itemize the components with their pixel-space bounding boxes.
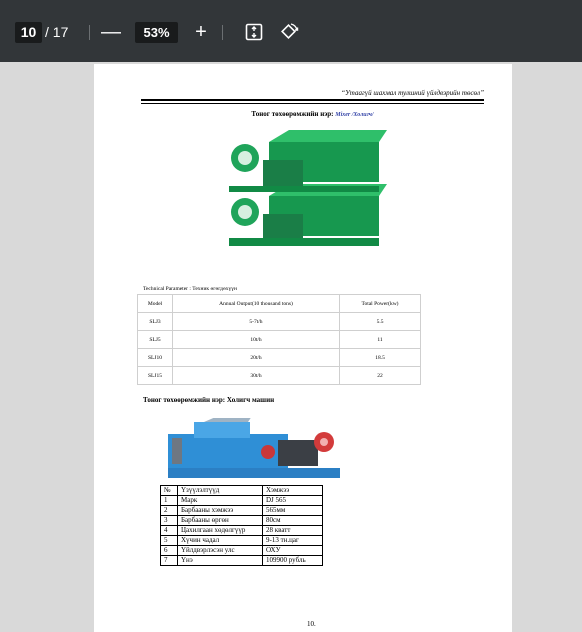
equipment-title-2: Тоног төхөөрөмжийн нэр: Холигч машин — [143, 396, 275, 404]
table-row — [138, 349, 421, 367]
table-cell: 22 — [340, 367, 421, 385]
table-row — [161, 526, 323, 536]
header-rule — [141, 99, 484, 101]
table-row — [161, 496, 323, 506]
mixing-machine-image — [168, 418, 340, 482]
pdf-toolbar — [0, 0, 582, 62]
document-page — [94, 64, 512, 632]
table-header-row — [138, 295, 421, 313]
table-cell: 20t/h — [173, 349, 340, 367]
page-header: “Утаагүй шахмал тулшний үйлдвэрийн төсөл” — [341, 89, 484, 97]
table-header-cell: Хэмжээ — [263, 486, 323, 496]
table-header-cell: Үзүүлэлтүүд — [178, 486, 263, 496]
table-cell: 6 — [161, 546, 178, 556]
table-cell: Хүчин чадал — [178, 536, 263, 546]
table-cell: 2 — [161, 506, 178, 516]
table-row — [161, 536, 323, 546]
technical-parameter-table — [137, 294, 421, 385]
page-total: / 17 — [45, 24, 69, 40]
rotate-icon[interactable] — [279, 22, 299, 42]
table-cell: 30t/h — [173, 367, 340, 385]
table-cell: Барбааны хэмжээ — [178, 506, 263, 516]
table-cell: Үнэ — [178, 556, 263, 566]
equipment-title — [141, 110, 484, 118]
table-cell: 565мм — [263, 506, 323, 516]
table-cell: SLJ15 — [138, 367, 173, 385]
table-cell: 5.5 — [340, 313, 421, 331]
table-cell: SLJ5 — [138, 331, 173, 349]
table-header-cell: Annual Output(10 thousand tons) — [173, 295, 340, 313]
table-cell: 109900 рубль — [263, 556, 323, 566]
table-row — [161, 546, 323, 556]
table-cell: 5 — [161, 536, 178, 546]
toolbar-divider — [89, 25, 90, 40]
header-rule — [141, 103, 484, 104]
technical-parameter-label: Technical Parameter : Техник өгөгдөхүүн — [143, 286, 237, 292]
table-cell: Барбааны өргөн — [178, 516, 263, 526]
table-row — [161, 506, 323, 516]
table-cell: Марк — [178, 496, 263, 506]
table-header-row — [161, 486, 323, 496]
table-row — [161, 556, 323, 566]
table-header-cell: Total Power(kw) — [340, 295, 421, 313]
table-cell: 7 — [161, 556, 178, 566]
table-cell: ОХУ — [263, 546, 323, 556]
table-cell: 80см — [263, 516, 323, 526]
page-number-input[interactable]: 10 — [15, 22, 42, 43]
zoom-out-button[interactable]: — — [101, 21, 121, 43]
table-cell: 9-13 тн.цаг — [263, 536, 323, 546]
table-row — [161, 516, 323, 526]
table-cell: SLJ10 — [138, 349, 173, 367]
table-row — [138, 331, 421, 349]
mixer-machine-image — [229, 124, 387, 256]
table-cell: 1 — [161, 496, 178, 506]
specification-table — [160, 485, 323, 566]
fit-page-icon[interactable] — [244, 22, 264, 42]
table-cell: 18.5 — [340, 349, 421, 367]
table-header-cell: № — [161, 486, 178, 496]
table-cell: DJ 565 — [263, 496, 323, 506]
zoom-level-input[interactable]: 53% — [135, 22, 178, 43]
equipment-title-prefix: Тоног төхөөрөмжийн нэр: — [251, 110, 334, 118]
table-cell: Цахилгаан хөдөлгүүр — [178, 526, 263, 536]
table-row — [138, 313, 421, 331]
zoom-in-button[interactable]: + — [195, 21, 207, 43]
table-cell: 10t/h — [173, 331, 340, 349]
table-header-cell: Model — [138, 295, 173, 313]
table-cell: SLJ3 — [138, 313, 173, 331]
table-cell: Үйлдвэрлэсэн улс — [178, 546, 263, 556]
table-row — [138, 367, 421, 385]
table-cell: 28 кватт — [263, 526, 323, 536]
table-cell: 5-7t/h — [173, 313, 340, 331]
toolbar-divider — [222, 25, 223, 40]
table-cell: 3 — [161, 516, 178, 526]
table-cell: 4 — [161, 526, 178, 536]
table-cell: 11 — [340, 331, 421, 349]
page-number-footer: 10. — [307, 620, 316, 628]
equipment-name-link: Mixer /Холигч/ — [335, 112, 374, 118]
